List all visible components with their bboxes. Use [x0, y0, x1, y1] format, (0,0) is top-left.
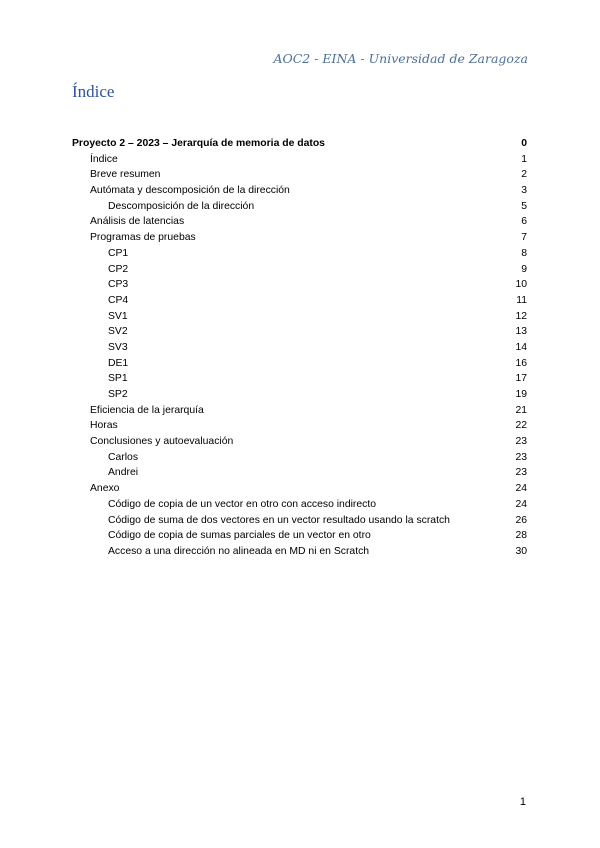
toc-entry[interactable] [72, 293, 527, 309]
toc-entry-page: 0 [521, 138, 527, 149]
toc-entry-page: 7 [521, 232, 527, 244]
toc-entry[interactable] [72, 214, 527, 230]
toc-entry-page: 24 [515, 483, 527, 495]
page-title: Índice [72, 82, 115, 101]
toc-entry-title: Autómata y descomposición de la dirección [90, 185, 290, 197]
toc-entry-title: SV3 [108, 341, 128, 353]
toc-entry-title: CP3 [108, 279, 129, 291]
toc-entry-title: Anexo [90, 483, 120, 495]
toc-entry[interactable] [72, 481, 527, 497]
toc-entry-page: 30 [515, 545, 527, 557]
toc-entry-page: 23 [515, 451, 527, 463]
toc-entry-page: 8 [521, 247, 527, 259]
toc-entry-page: 28 [515, 530, 527, 542]
toc-entry-page: 24 [515, 498, 527, 510]
toc-entry[interactable] [72, 544, 527, 560]
toc-entry-page: 23 [515, 436, 527, 448]
toc-entry-page: 19 [515, 389, 527, 400]
toc-entry[interactable] [72, 418, 527, 434]
toc-entry[interactable] [72, 403, 527, 419]
toc-entry[interactable] [72, 152, 527, 168]
toc-entry-page: 2 [521, 169, 527, 181]
toc-entry[interactable] [72, 183, 527, 199]
toc-entry-page: 11 [516, 294, 527, 306]
toc-entry-page: 16 [515, 357, 527, 369]
toc-entry[interactable] [72, 528, 527, 544]
toc-entry-title: SP2 [108, 389, 128, 400]
toc-entry[interactable] [72, 434, 527, 450]
page-number: 1 [519, 796, 526, 808]
toc-entry-page: 12 [515, 310, 527, 322]
toc-entry-page: 1 [521, 153, 527, 165]
toc-entry-page: 10 [515, 279, 527, 291]
toc-entry-page: 22 [515, 420, 527, 432]
toc-entry-title: Andrei [108, 467, 139, 479]
toc-entry-title: Programas de pruebas [90, 232, 196, 244]
toc-entry-title: Análisis de latencias [90, 216, 185, 228]
toc-entry-title: Horas [90, 420, 118, 432]
toc-entry-title: CP2 [108, 263, 129, 275]
toc-entry-title: Código de suma de dos vectores en un vector resultado usando la scratch [108, 514, 450, 526]
toc-entry-page: 13 [515, 326, 527, 338]
toc-entry-title: Carlos [108, 451, 139, 463]
page-header: AOC2 - EINA - Universidad de Zaragoza [273, 51, 528, 66]
toc-entry[interactable] [72, 309, 527, 325]
toc-entry[interactable] [72, 246, 527, 262]
toc-entry[interactable] [72, 513, 527, 529]
toc-entry[interactable] [72, 167, 527, 183]
toc-entry-page: 21 [515, 404, 527, 416]
toc-entry[interactable] [72, 465, 527, 481]
toc-entry-title: CP1 [108, 247, 129, 259]
toc-entry[interactable] [72, 356, 527, 372]
toc-entry-title: Acceso a una dirección no alineada en MD ni en Scratch [108, 545, 370, 557]
toc-entry-title: SV2 [108, 326, 128, 338]
toc-entry-title: Código de copia de sumas parciales de un vector en otro [108, 530, 371, 542]
toc-entry-title: SV1 [108, 310, 128, 322]
toc-entry-title: DE1 [108, 357, 129, 369]
toc-entry-page: 3 [521, 185, 527, 197]
toc-entry-title: Conclusiones y autoevaluación [90, 436, 234, 448]
toc-entry-page: 17 [515, 373, 527, 385]
toc-entry-page: 5 [521, 200, 527, 212]
toc-entry-page: 14 [515, 341, 527, 353]
toc-entry[interactable] [72, 136, 527, 152]
toc-entry[interactable] [72, 340, 527, 356]
toc-entry[interactable] [72, 230, 527, 246]
toc-entry[interactable] [72, 199, 527, 215]
toc-entry-title: CP4 [108, 294, 129, 306]
toc-entry[interactable] [72, 497, 527, 513]
toc-entry-page: 9 [521, 263, 527, 275]
toc-entry[interactable] [72, 262, 527, 278]
toc-entry-title: Descomposición de la dirección [108, 200, 255, 212]
toc-entry[interactable] [72, 371, 527, 387]
toc-entry[interactable] [72, 324, 527, 340]
table-of-contents [72, 136, 527, 560]
toc-entry-title: SP1 [108, 373, 128, 385]
toc-entry-title: Índice [90, 153, 118, 165]
toc-entry-title: Eficiencia de la jerarquía [90, 404, 204, 416]
toc-entry-page: 26 [515, 514, 527, 526]
toc-entry[interactable] [72, 450, 527, 466]
toc-entry-title: Proyecto 2 – 2023 – Jerarquía de memoria de datos [72, 138, 325, 149]
toc-entry-title: Breve resumen [90, 169, 161, 181]
toc-entry[interactable] [72, 387, 527, 403]
toc-entry-page: 23 [515, 467, 527, 479]
toc-entry-title: Código de copia de un vector en otro con acceso indirecto [108, 498, 377, 510]
toc-entry[interactable] [72, 277, 527, 293]
toc-entry-page: 6 [521, 216, 527, 228]
